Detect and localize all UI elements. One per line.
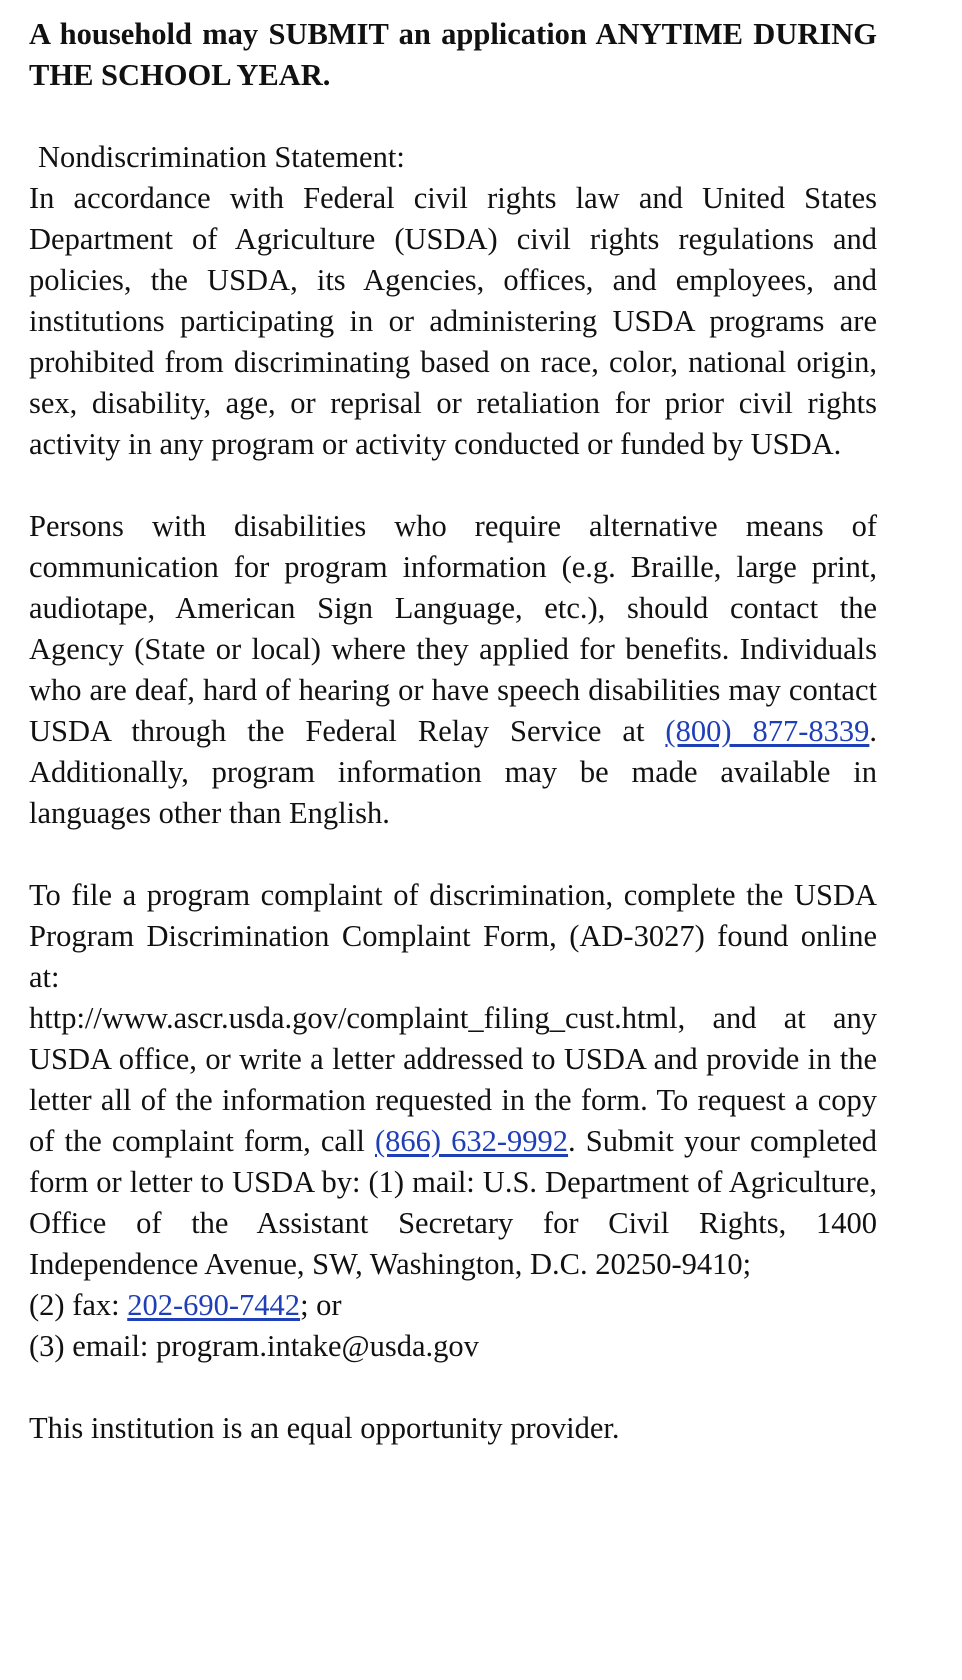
spacer <box>29 834 877 875</box>
relay-phone-link[interactable]: (800) 877-8339 <box>665 714 870 748</box>
spacer <box>29 1367 877 1408</box>
complaint-text <box>29 998 877 1285</box>
civil-rights-paragraph: In accordance with Federal civil rights law and United States Department of Agriculture (USDA) civil rights regulations and policies, the USDA, its Agencies, offices, and employees, and institutions participating in or administering USDA programs are prohibited from discriminating based on race, color, national origin, sex, disability, age, or reprisal or retaliation for prior civil rights activity in any program or activity conducted or funded by USDA. <box>29 181 877 461</box>
headline-text: A household may SUBMIT an application ANYTIME DURING THE SCHOOL YEAR. <box>29 17 877 92</box>
complaint-text-start: http://www.ascr.usda.gov/complaint_filing_cust.html, and at any USDA office, or write a letter addressed to USDA and provide in the letter all of the information requested in the form. To request a copy of the complaint form, call <box>29 1001 877 1158</box>
complaint-phone-link[interactable]: (866) 632-9992 <box>374 1124 569 1158</box>
complaint-paragraph <box>29 875 877 1367</box>
spacer <box>29 465 877 506</box>
disabilities-text-end: . Additionally, program information may be made available in languages other than English. <box>29 714 877 830</box>
disabilities-text: Persons with disabilities who require alternative means of communication for program information (e.g. Braille, large print, audiotape, American Sign Language, etc.), should contact the Agency (State or local) where they applied for benefits. Individuals who are deaf, hard of hearing or have speech disabilities may contact USDA through the Federal Relay Service at <box>29 509 877 748</box>
equal-opportunity-statement: This institution is an equal opportunity provider. <box>29 1411 620 1445</box>
email-line: (3) email: program.intake@usda.gov <box>29 1329 479 1363</box>
spacer <box>29 96 877 137</box>
fax-suffix: ; or <box>300 1288 342 1322</box>
fax-number-link[interactable]: 202-690-7442 <box>127 1288 301 1322</box>
nondiscrimination-label: Nondiscrimination Statement: <box>38 140 405 174</box>
fax-line <box>29 1285 877 1326</box>
fax-prefix: (2) fax: <box>29 1288 128 1322</box>
complaint-intro: To file a program complaint of discrimination, complete the USDA Program Discrimination Complaint Form, (AD-3027) found online at: <box>29 878 877 994</box>
document-body <box>29 14 877 1449</box>
disabilities-paragraph <box>29 506 877 834</box>
application-headline <box>29 14 877 96</box>
complaint-text-end: . Submit your completed form or letter to USDA by: (1) mail: U.S. Department of Agriculture, Office of the Assistant Secretary for Civil Rights, 1400 Independence Avenue, SW, Washington, D.C. 20250-9410; <box>29 1124 877 1281</box>
